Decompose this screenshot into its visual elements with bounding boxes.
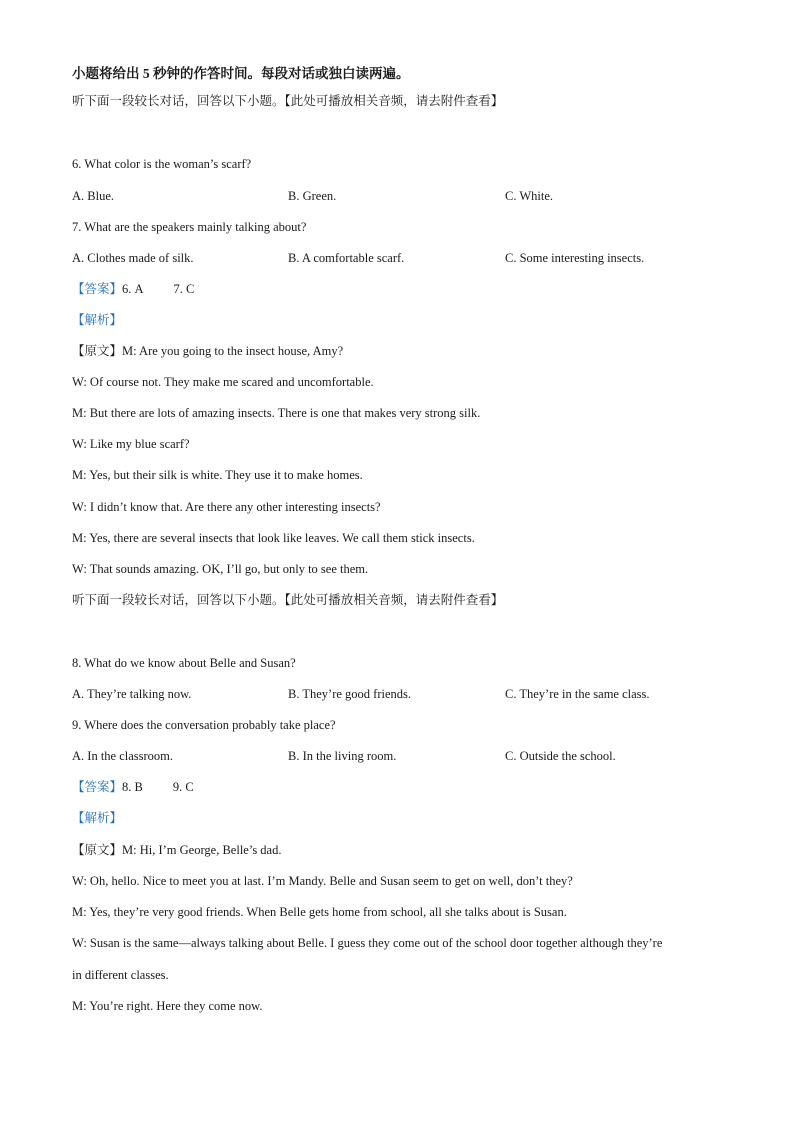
answer-row-2 [72, 779, 194, 795]
question-9-option-c: C. Outside the school. [505, 749, 616, 763]
question-9-option-a: A. In the classroom. [72, 749, 174, 763]
answer-row-1 [72, 281, 194, 297]
question-8-option-a: A. They’re talking now. [72, 687, 192, 701]
analysis-label-1: 【解析】 [72, 313, 123, 327]
original-label: 【原文】 [72, 843, 123, 857]
answer-label: 【答案】 [72, 780, 123, 794]
listen-prompt-1: 听下面一段较长对话，回答以下小题。【此处可播放相关音频，请去附件查看】 [72, 94, 504, 108]
transcript-line: W: Oh, hello. Nice to meet you at last. I’m Mandy. Belle and Susan seem to get on well, don’t they? [72, 874, 573, 888]
answer-value: 8. B [122, 780, 143, 794]
transcript-text: M: Are you going to the insect house, Amy? [122, 344, 344, 358]
question-6-option-c: C. White. [505, 189, 554, 203]
transcript-line: M: You’re right. Here they come now. [72, 999, 263, 1013]
transcript-line: M: Yes, but their silk is white. They use it to make homes. [72, 468, 363, 482]
transcript-line: M: But there are lots of amazing insects. There is one that makes very strong silk. [72, 406, 481, 420]
transcript-line: M: Yes, they’re very good friends. When Belle gets home from school, all she talks about is Susan. [72, 905, 567, 919]
transcript-line: W: That sounds amazing. OK, I’ll go, but only to see them. [72, 562, 369, 576]
question-7-stem: 7. What are the speakers mainly talking about? [72, 220, 307, 234]
transcript-line [72, 842, 281, 858]
answer-value: 9. C [172, 780, 194, 794]
question-9-stem: 9. Where does the conversation probably take place? [72, 718, 336, 732]
transcript-line: in different classes. [72, 968, 169, 982]
transcript-line: W: Of course not. They make me scared and uncomfortable. [72, 375, 374, 389]
question-8-option-b: B. They’re good friends. [288, 687, 412, 701]
question-7-option-b: B. A comfortable scarf. [288, 251, 405, 265]
transcript-line: M: Yes, there are several insects that look like leaves. We call them stick insects. [72, 531, 475, 545]
answer-value: 6. A [122, 282, 144, 296]
analysis-label-2: 【解析】 [72, 811, 123, 825]
question-7-option-a: A. Clothes made of silk. [72, 251, 194, 265]
question-8-stem: 8. What do we know about Belle and Susan? [72, 656, 296, 670]
question-6-option-b: B. Green. [288, 189, 337, 203]
question-7-option-c: C. Some interesting insects. [505, 251, 645, 265]
listen-prompt-2: 听下面一段较长对话，回答以下小题。【此处可播放相关音频，请去附件查看】 [72, 593, 504, 607]
original-label: 【原文】 [72, 344, 123, 358]
answer-value: 7. C [173, 282, 195, 296]
transcript-text: M: Hi, I’m George, Belle’s dad. [122, 843, 282, 857]
transcript-line: W: Like my blue scarf? [72, 437, 190, 451]
transcript-line: W: Susan is the same—always talking about Belle. I guess they come out of the school door together although they’re [72, 936, 663, 950]
question-9-option-b: B. In the living room. [288, 749, 397, 763]
question-6-option-a: A. Blue. [72, 189, 115, 203]
transcript-line [72, 343, 343, 359]
question-6-stem: 6. What color is the woman’s scarf? [72, 157, 252, 171]
transcript-line: W: I didn’t know that. Are there any other interesting insects? [72, 500, 381, 514]
instruction-text: 小题将给出 5 秒钟的作答时间。每段对话或独白读两遍。 [72, 66, 410, 81]
question-8-option-c: C. They’re in the same class. [505, 687, 650, 701]
answer-label: 【答案】 [72, 282, 123, 296]
